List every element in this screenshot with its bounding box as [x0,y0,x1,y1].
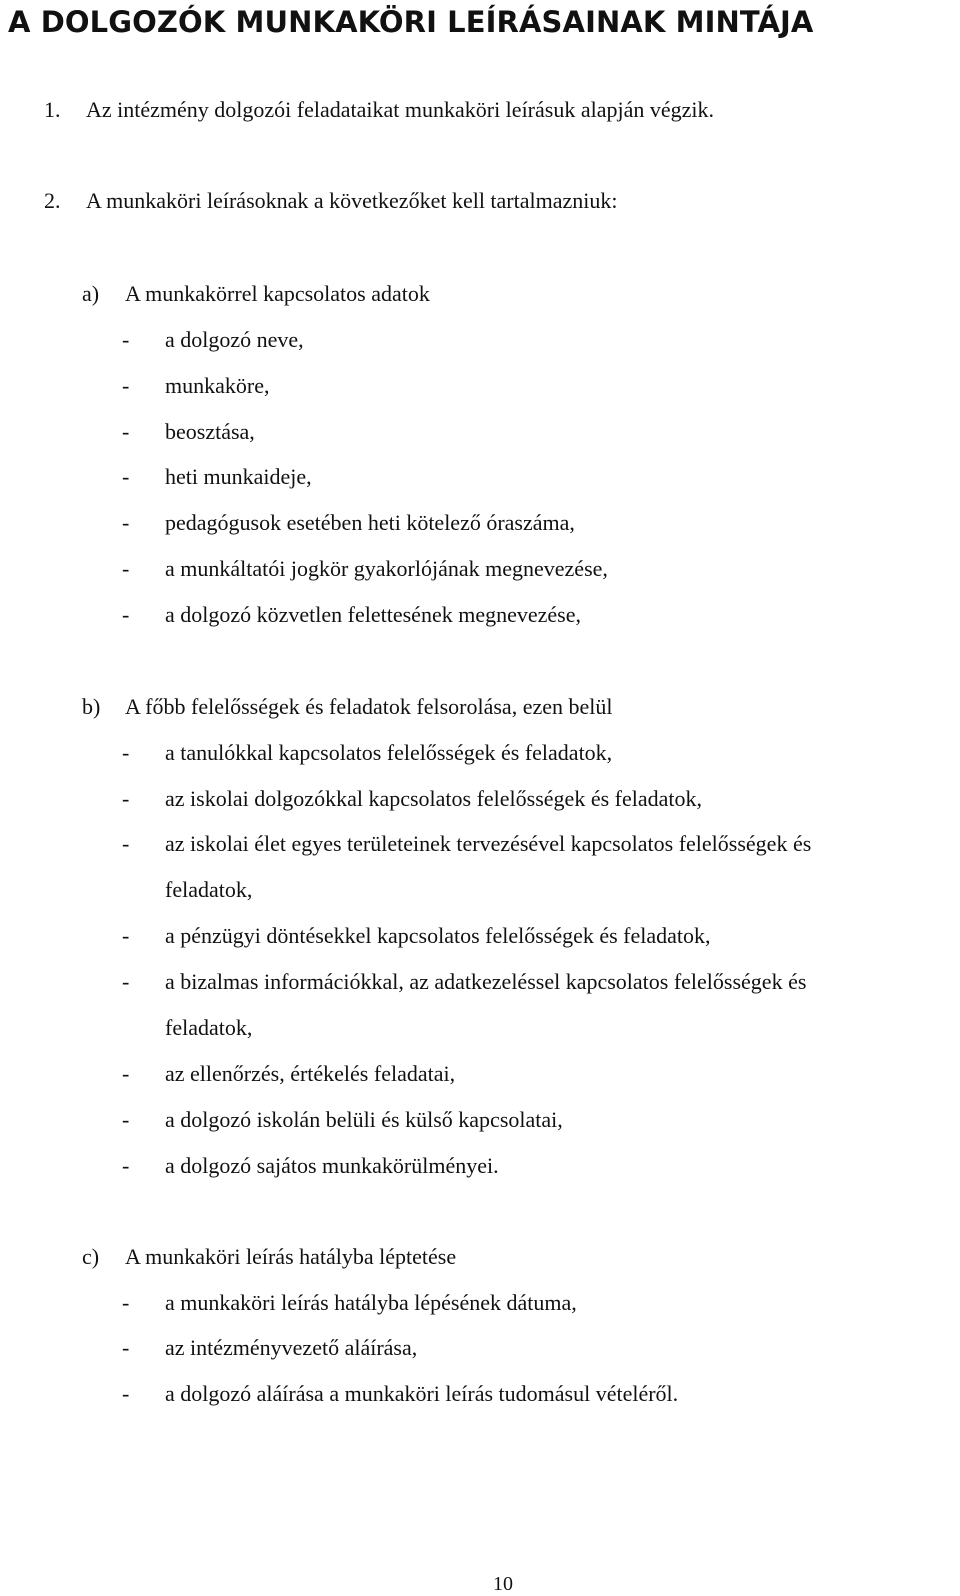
numbered-item-text: Az intézmény dolgozói feladataikat munkaköri leírásuk alapján végzik. [86,97,714,122]
list-dash: - [122,923,130,948]
page-number: 10 [493,1573,513,1595]
list-item-continuation: feladatok, [165,877,253,902]
list-item: az iskolai élet egyes területeinek tervezésével kapcsolatos felelősségek és [165,831,812,856]
section-heading: A munkaköri leírás hatályba léptetése [125,1244,457,1269]
numbered-item-number: 1. [44,97,61,122]
list-item: a dolgozó aláírása a munkaköri leírás tudomásul vételéről. [165,1381,679,1406]
section-marker: b) [82,694,101,719]
list-item-continuation: feladatok, [165,1015,253,1040]
list-item: az intézményvezető aláírása, [165,1335,418,1360]
list-dash: - [122,464,130,489]
list-item: a dolgozó közvetlen felettesének megnevezése, [165,602,581,627]
list-dash: - [122,1381,130,1406]
list-item: az ellenőrzés, értékelés feladatai, [165,1061,456,1086]
list-item: pedagógusok esetében heti kötelező óraszáma, [165,510,575,535]
list-dash: - [122,419,130,444]
list-dash: - [122,510,130,535]
list-item: a munkaköri leírás hatályba lépésének dátuma, [165,1290,577,1315]
list-item: beosztása, [165,419,255,444]
list-dash: - [122,1153,130,1178]
list-item: a munkáltatói jogkör gyakorlójának megnevezése, [165,556,608,581]
list-item: heti munkaideje, [165,464,312,489]
numbered-item-text: A munkaköri leírásoknak a következőket kell tartalmazniuk: [86,188,618,213]
list-dash: - [122,1335,130,1360]
list-dash: - [122,602,130,627]
list-dash: - [122,1061,130,1086]
list-dash: - [122,831,130,856]
section-marker: a) [82,281,100,306]
list-item: a dolgozó sajátos munkakörülményei. [165,1153,499,1178]
list-dash: - [122,1290,130,1315]
list-item: a bizalmas információkkal, az adatkezeléssel kapcsolatos felelősségek és [165,969,807,994]
list-dash: - [122,1107,130,1132]
section-heading: A főbb felelősségek és feladatok felsorolása, ezen belül [125,694,613,719]
list-item: a pénzügyi döntésekkel kapcsolatos felelősségek és feladatok, [165,923,711,948]
numbered-item-number: 2. [44,188,61,213]
list-dash: - [122,373,130,398]
section-marker: c) [82,1244,100,1269]
list-dash: - [122,556,130,581]
list-item: munkaköre, [165,373,270,398]
list-item: az iskolai dolgozókkal kapcsolatos felelősségek és feladatok, [165,786,702,811]
list-dash: - [122,969,130,994]
list-dash: - [122,740,130,765]
document-title: A DOLGOZÓK MUNKAKÖRI LEÍRÁSAINAK MINTÁJA [8,5,814,39]
list-item: a dolgozó iskolán belüli és külső kapcsolatai, [165,1107,563,1132]
section-heading: A munkakörrel kapcsolatos adatok [125,281,430,306]
list-dash: - [122,327,130,352]
list-item: a tanulókkal kapcsolatos felelősségek és feladatok, [165,740,613,765]
list-dash: - [122,786,130,811]
list-item: a dolgozó neve, [165,327,304,352]
